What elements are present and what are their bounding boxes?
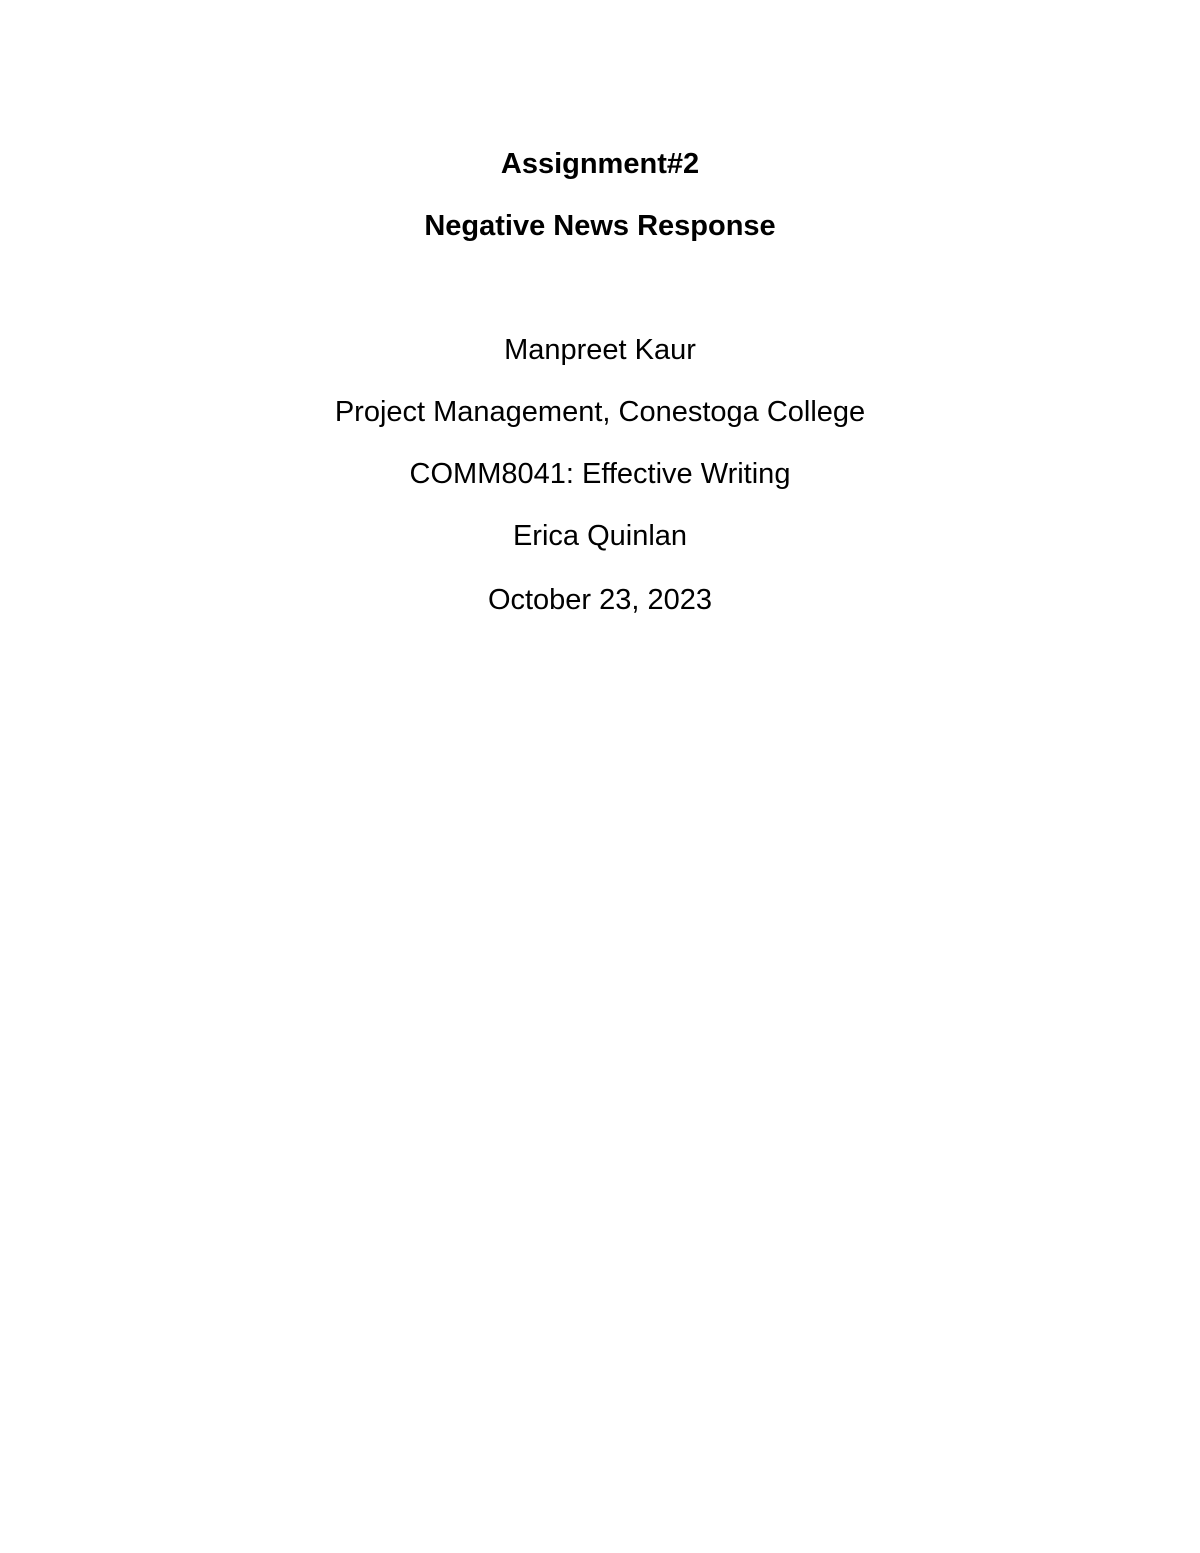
author-name: Manpreet Kaur bbox=[504, 334, 696, 366]
assignment-title: Assignment#2 bbox=[500, 148, 700, 180]
instructor-name: Erica Quinlan bbox=[512, 520, 688, 552]
submission-date: October 23, 2023 bbox=[487, 584, 713, 616]
course-name: COMM8041: Effective Writing bbox=[409, 458, 791, 490]
assignment-subtitle: Negative News Response bbox=[424, 210, 776, 242]
program-institution: Project Management, Conestoga College bbox=[334, 396, 866, 428]
